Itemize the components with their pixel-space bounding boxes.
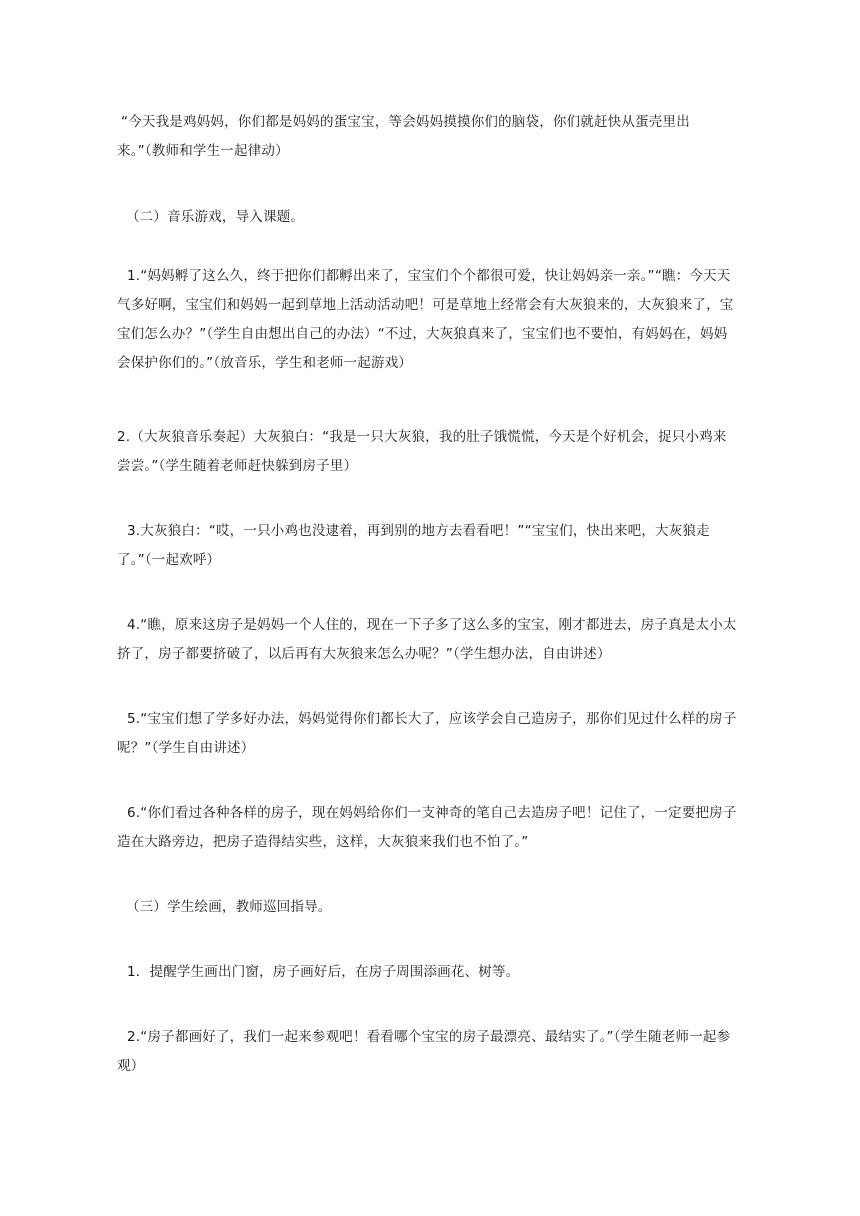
paragraph-step-1: 1.“妈妈孵了这么久，终于把你们都孵出来了，宝宝们个个都很可爱，快让妈妈亲一亲。”“瞧：今天天气多好啊，宝宝们和妈妈一起到草地上活动活动吧！可是草地上经常会有大灰狼来的，大灰狼来了，宝宝们怎么办？”（学生自由想出自己的办法）“不过，大灰狼真来了，宝宝们也不要怕，有妈妈在，妈妈会保护你们的。”（放音乐，学生和老师一起游戏）	[117, 268, 734, 371]
section-heading-drawing: （三）学生绘画，教师巡回指导。	[126, 899, 332, 915]
paragraph-step-5: 5.“宝宝们想了学多好办法，妈妈觉得你们都长大了，应该学会自己造房子，那你们见过什么样的房子呢？”（学生自由讲述）	[117, 711, 737, 756]
paragraph-step-2: 2.（大灰狼音乐奏起）大灰狼白：“我是一只大灰狼，我的肚子饿慌慌，今天是个好机会，捉只小鸡来尝尝。”（学生随着老师赶快躲到房子里）	[117, 429, 727, 474]
paragraph-step-3: 3.大灰狼白：“哎，一只小鸡也没逮着，再到别的地方去看看吧！”“宝宝们，快出来吧，大灰狼走了。”（一起欢呼）	[117, 523, 710, 568]
paragraph-step-4: 4.“瞧，原来这房子是妈妈一个人住的，现在一下子多了这么多的宝宝，刚才都进去，房子真是太小太挤了，房子都要挤破了，以后再有大灰狼来怎么办呢？”（学生想办法，自由讲述）	[117, 617, 737, 662]
paragraph-drawing-step-1: 1．提醒学生画出门窗，房子画好后，在房子周围添画花、树等。	[127, 964, 520, 980]
section-heading-music-game: （二）音乐游戏，导入课题。	[126, 209, 305, 225]
paragraph-drawing-step-2: 2.“房子都画好了，我们一起来参观吧！看看哪个宝宝的房子最漂亮、最结实了。”（学生随老师一起参观）	[117, 1029, 731, 1074]
paragraph-step-6: 6.“你们看过各种各样的房子，现在妈妈给你们一支神奇的笔自己去造房子吧！记住了，一定要把房子造在大路旁边，把房子造得结实些，这样，大灰狼来我们也不怕了。”	[117, 805, 737, 850]
paragraph-intro: “今天我是鸡妈妈，你们都是妈妈的蛋宝宝，等会妈妈摸摸你们的脑袋，你们就赶快从蛋壳里出来。”（教师和学生一起律动）	[117, 114, 690, 159]
